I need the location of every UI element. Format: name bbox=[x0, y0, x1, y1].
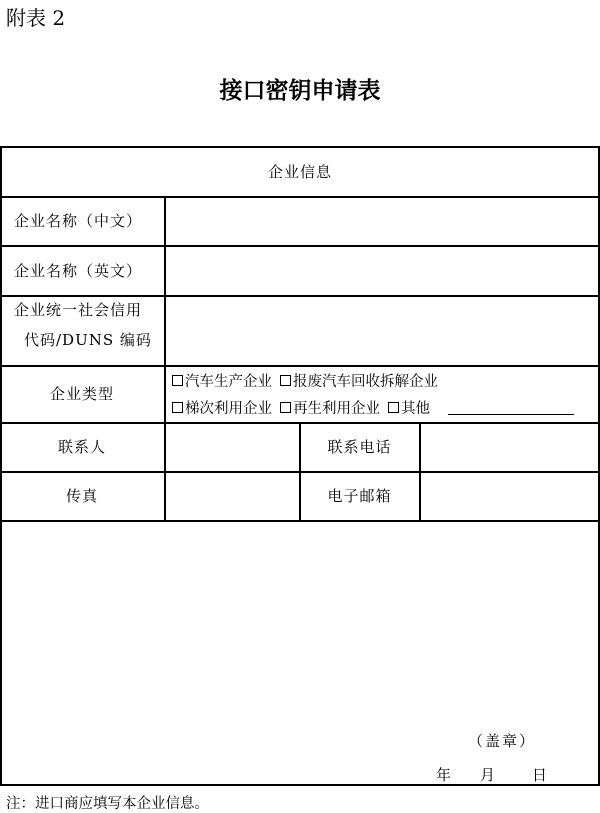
credit-code-field[interactable] bbox=[166, 297, 596, 363]
application-form-table bbox=[0, 146, 600, 786]
checkbox-icon[interactable] bbox=[388, 402, 399, 413]
fax-field[interactable] bbox=[166, 473, 298, 519]
other-type-blank[interactable] bbox=[448, 400, 574, 415]
type-option[interactable] bbox=[280, 397, 380, 418]
footnote: 注：进口商应填写本企业信息。 bbox=[6, 796, 209, 812]
phone-field[interactable] bbox=[421, 424, 597, 470]
credit-code-label-line2: 代码/DUNS 编码 bbox=[24, 331, 152, 349]
type-option[interactable] bbox=[172, 397, 272, 418]
contact-field[interactable] bbox=[166, 424, 298, 470]
email-label: 电子邮箱 bbox=[327, 487, 392, 505]
type-option-label: 汽车生产企业 bbox=[185, 373, 272, 390]
fax-label: 传真 bbox=[65, 487, 98, 505]
section-header: 企业信息 bbox=[267, 162, 332, 181]
type-label: 企业类型 bbox=[49, 385, 114, 403]
seal-label: （盖章） bbox=[468, 732, 537, 750]
phone-label: 联系电话 bbox=[327, 438, 392, 456]
type-option-label: 报废汽车回收拆解企业 bbox=[293, 373, 438, 390]
date-month: 月 bbox=[480, 766, 496, 784]
form-title: 接口密钥申请表 bbox=[219, 78, 381, 104]
checkbox-icon[interactable] bbox=[172, 402, 183, 413]
type-option-label: 再生利用企业 bbox=[293, 400, 380, 417]
type-option[interactable] bbox=[172, 370, 272, 391]
type-option-label: 其他 bbox=[401, 400, 430, 417]
name-cn-field[interactable] bbox=[166, 198, 596, 244]
credit-code-label bbox=[0, 295, 164, 365]
type-option[interactable] bbox=[388, 397, 430, 418]
date-year: 年 bbox=[436, 766, 452, 784]
type-option-label: 梯次利用企业 bbox=[185, 400, 272, 417]
attachment-label: 附表 2 bbox=[6, 6, 66, 30]
credit-code-label-line1: 企业统一社会信用 bbox=[14, 301, 143, 319]
type-options-row1 bbox=[172, 367, 446, 393]
date-day: 日 bbox=[532, 766, 548, 784]
checkbox-icon[interactable] bbox=[172, 375, 183, 386]
name-cn-label: 企业名称（中文） bbox=[14, 212, 143, 230]
checkbox-icon[interactable] bbox=[280, 375, 291, 386]
email-field[interactable] bbox=[421, 473, 597, 519]
row-line bbox=[0, 784, 600, 786]
type-option[interactable] bbox=[280, 370, 438, 391]
name-en-field[interactable] bbox=[166, 247, 596, 293]
name-en-label: 企业名称（英文） bbox=[14, 261, 143, 280]
contact-label: 联系人 bbox=[57, 438, 106, 456]
border-line bbox=[598, 146, 600, 786]
checkbox-icon[interactable] bbox=[280, 402, 291, 413]
type-options-row2 bbox=[172, 394, 574, 420]
